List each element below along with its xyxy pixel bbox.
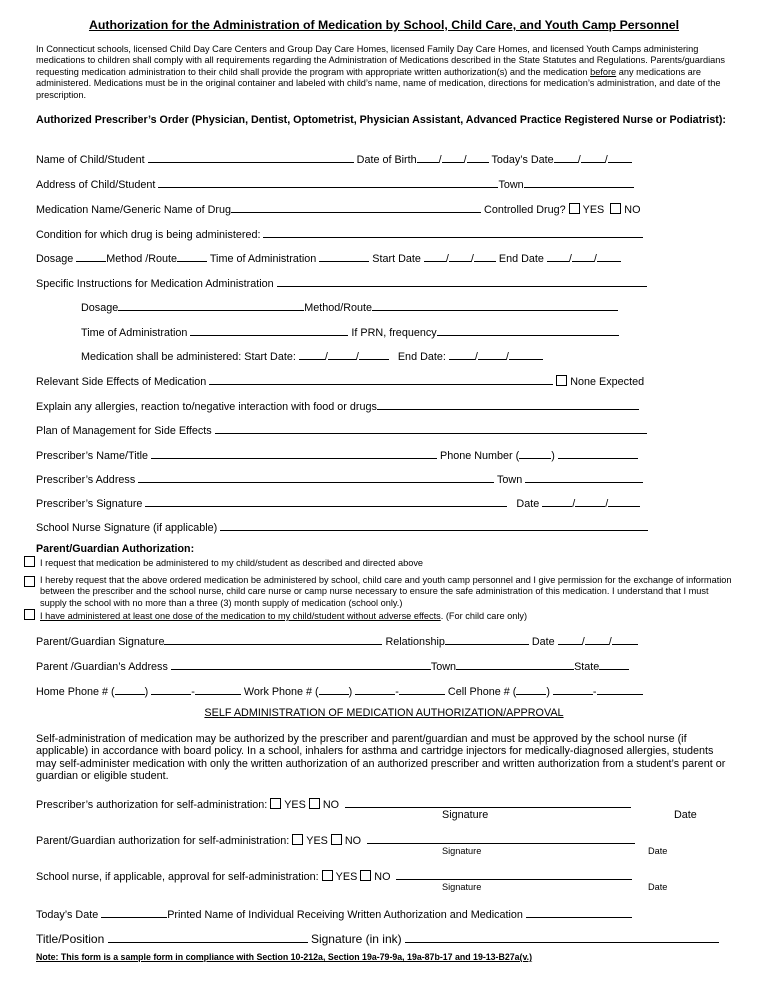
instr-dosage-field[interactable] [118, 299, 304, 311]
dosage-field[interactable] [76, 250, 106, 262]
prn-label: If PRN, frequency [351, 327, 437, 339]
dosage-row: Dosage Method /Route Time of Administration Start Date / / End Date / / [36, 250, 621, 265]
parent-self-signature-caption: Signature [442, 846, 482, 856]
parent-town-field[interactable] [456, 658, 574, 670]
prescriber-signature-row: Prescriber’s Signature Date / / [36, 495, 640, 510]
phone-number-field[interactable] [558, 447, 638, 459]
prescriber-date-day-field[interactable] [575, 495, 605, 507]
parent-self-yes-checkbox[interactable] [292, 834, 303, 845]
nurse-self-yes-label: YES [335, 871, 358, 883]
parent-town-label: Town [430, 661, 457, 673]
address-label: Address of Child/Student [36, 179, 156, 191]
nurse-self-no-label: NO [374, 871, 391, 883]
start-date-month-field[interactable] [424, 250, 446, 262]
parent-signature-label: Parent/Guardian Signature [36, 636, 165, 648]
admin-end-month-field[interactable] [449, 348, 475, 360]
child-name-row: Name of Child/Student Date of Birth / / Today’s Date / / [36, 151, 632, 166]
side-effects-field[interactable] [209, 373, 553, 385]
side-effects-row [36, 373, 644, 388]
parent-self-no-checkbox[interactable] [331, 834, 342, 845]
nurse-signature-label: School Nurse Signature (if applicable) [36, 522, 218, 534]
child-name-label: Name of Child/Student [36, 154, 145, 166]
start-date-year-field[interactable] [474, 250, 496, 262]
controlled-drug-label: Controlled Drug? [484, 204, 566, 216]
time-admin-field[interactable] [319, 250, 369, 262]
signature-ink-field[interactable] [405, 930, 719, 943]
medication-name-label: Medication Name/Generic Name of Drug [36, 204, 232, 216]
relationship-field[interactable] [445, 633, 529, 645]
specific-instructions-field[interactable] [277, 275, 647, 287]
compliance-note: Note: This form is a sample form in compliance with Section 10-212a, Section 19a-79-9a, 19a-87b-17 and 19-13-B27a(v.) [36, 952, 533, 962]
parent-item-3-checkbox[interactable] [24, 609, 35, 620]
title-position-field[interactable] [108, 930, 308, 943]
plan-mgmt-field[interactable] [215, 422, 647, 434]
home-phone-label: Home Phone # ( [36, 686, 115, 698]
work-phone-area-field[interactable] [319, 683, 349, 695]
instr-time-field[interactable] [190, 324, 348, 336]
prescriber-name-label: Prescriber’s Name/Title [36, 450, 148, 462]
relationship-label: Relationship [385, 636, 445, 648]
parent-date-year-field[interactable] [612, 633, 638, 645]
dob-month-field[interactable] [417, 151, 439, 163]
parent-item-3 [24, 609, 527, 621]
plan-mgmt-row [36, 422, 647, 437]
nurse-self-no-checkbox[interactable] [360, 870, 371, 881]
end-date-label: End Date [498, 253, 544, 265]
medication-row [36, 201, 640, 216]
self-admin-heading [0, 707, 768, 719]
work-phone-line-field[interactable] [399, 683, 445, 695]
printed-name-field[interactable] [526, 906, 632, 918]
nurse-self-auth-row [36, 868, 632, 883]
parent-date-month-field[interactable] [558, 633, 582, 645]
cell-phone-label: Cell Phone # ( [447, 686, 517, 698]
parent-address-label: Parent /Guardian’s Address [36, 661, 168, 673]
none-expected-checkbox[interactable] [556, 375, 567, 386]
nurse-signature-field[interactable] [220, 519, 648, 531]
controlled-no-label: NO [624, 204, 641, 216]
admin-end-year-field[interactable] [509, 348, 543, 360]
town-label: Town [498, 179, 524, 191]
admin-start-month-field[interactable] [299, 348, 325, 360]
nurse-self-date-caption: Date [648, 882, 668, 892]
admin-start-year-field[interactable] [359, 348, 389, 360]
home-phone-line-field[interactable] [195, 683, 241, 695]
medication-name-field[interactable] [231, 201, 481, 213]
controlled-no-checkbox[interactable] [610, 203, 621, 214]
home-phone-prefix-field[interactable] [151, 683, 191, 695]
bottom-todays-date-field[interactable] [101, 906, 167, 918]
instr-method-route-label: Method/Route [304, 302, 373, 314]
prescriber-name-row: Prescriber’s Name/Title Phone Number ( ) [36, 447, 638, 462]
prescriber-self-yes-label: YES [284, 799, 306, 811]
allergies-field[interactable] [377, 398, 639, 410]
prescriber-self-signature-field[interactable] [345, 796, 631, 808]
form-title: Authorization for the Administration of Medication by School, Child Care, and Youth Camp Personnel [88, 18, 680, 32]
prescriber-order-header: Authorized Prescriber’s Order (Physician, Dentist, Optometrist, Physician Assistant, Advanced Practice Registered Nurse or Podiatrist): [36, 114, 726, 126]
nurse-self-signature-caption: Signature [442, 882, 482, 892]
condition-row [36, 226, 643, 241]
controlled-yes-checkbox[interactable] [569, 203, 580, 214]
signature-ink-label: Signature (in ink) [310, 932, 402, 946]
parent-item-2-checkbox[interactable] [24, 576, 35, 587]
parent-item-3-suffix: . (For child care only) [440, 611, 528, 621]
address-field[interactable] [158, 176, 498, 188]
allergies-row [36, 398, 639, 413]
cell-phone-prefix-field[interactable] [553, 683, 593, 695]
cell-phone-area-field[interactable] [516, 683, 546, 695]
prescriber-name-field[interactable] [151, 447, 437, 459]
phone-area-field[interactable] [519, 447, 551, 459]
parent-self-signature-field[interactable] [367, 832, 635, 844]
parent-self-no-label: NO [344, 835, 362, 847]
time-admin-label: Time of Administration [209, 253, 317, 265]
title-position-label: Title/Position [36, 932, 105, 946]
condition-field[interactable] [263, 226, 643, 238]
method-route-field[interactable] [177, 250, 207, 262]
bottom-todays-date-label: Today’s Date [36, 909, 99, 921]
parent-item-1-label: I request that medication be administered to my child/student as described and directed above [40, 558, 424, 568]
phone-number-label: Phone Number ( [440, 450, 520, 462]
side-effects-label: Relevant Side Effects of Medication [36, 376, 207, 388]
town-field[interactable] [524, 176, 634, 188]
allergies-label: Explain any allergies, reaction to/negative interaction with food or drugs [36, 401, 377, 413]
specific-instructions-row [36, 275, 647, 290]
end-date-month-field[interactable] [547, 250, 569, 262]
plan-mgmt-label: Plan of Management for Side Effects [36, 425, 212, 437]
admin-end-day-field[interactable] [478, 348, 506, 360]
parent-date-day-field[interactable] [585, 633, 609, 645]
title-signature-row [36, 930, 719, 946]
nurse-self-yes-checkbox[interactable] [322, 870, 333, 881]
prescriber-date-year-field[interactable] [608, 495, 640, 507]
instr-dosage-row [81, 299, 618, 314]
parent-state-label: State [574, 661, 600, 673]
prescriber-signature-label: Prescriber’s Signature [36, 498, 143, 510]
dosage-label: Dosage [36, 253, 74, 265]
parent-self-auth-row [36, 832, 635, 847]
dob-label: Date of Birth [356, 154, 417, 166]
parent-address-row [36, 658, 629, 673]
none-expected-label: None Expected [570, 376, 645, 388]
parent-item-1-checkbox[interactable] [24, 556, 35, 567]
prescriber-signature-field[interactable] [145, 495, 507, 507]
todays-date-day-field[interactable] [581, 151, 605, 163]
cell-phone-line-field[interactable] [597, 683, 643, 695]
phones-row: Home Phone # ( ) - Work Phone # ( ) - Cell Phone # ( ) - [36, 683, 643, 698]
admin-start-day-field[interactable] [328, 348, 356, 360]
parent-item-2-label: I hereby request that the above ordered medication be administered by school, child care and youth camp personnel and I give permission for the exchange of information between the prescriber and the school nurse, child care nurse or camp nurse necessary to ensure the safe administration of this medication. I understand that I must supply the school with no more than a three (3) month supply of medication (school only.) [40, 575, 732, 608]
work-phone-prefix-field[interactable] [355, 683, 395, 695]
prescriber-self-signature-caption: Signature [442, 809, 489, 821]
prescriber-address-label: Prescriber’s Address [36, 474, 136, 486]
instr-method-route-field[interactable] [372, 299, 618, 311]
prescriber-date-label: Date [516, 498, 540, 510]
prescriber-self-yes-checkbox[interactable] [270, 798, 281, 809]
method-route-label: Method /Route [106, 253, 178, 265]
start-date-label: Start Date [372, 253, 421, 265]
condition-label: Condition for which drug is being administered: [36, 229, 261, 241]
parent-self-date-caption: Date [648, 846, 668, 856]
child-name-field[interactable] [148, 151, 354, 163]
self-admin-heading-text: SELF ADMINISTRATION OF MEDICATION AUTHORIZATION/APPROVAL [204, 707, 564, 719]
work-phone-label: Work Phone # ( [243, 686, 319, 698]
intro-paragraph: In Connecticut schools, licensed Child Day Care Centers and Group Day Care Homes, licensed Family Day Care Homes, and licensed Youth Camps administering medications to children shall comply with all requirements regarding the Administration of Medications described in the State Statutes and Regulations. Parents/guardians requesting medication administration to their child shall provide the program with appropriate written authorization(s) and the medication before any medications are administered. Medications must be in the original container and labeled with child’s name, name of medication, directions for medication’s administration, and date of the prescription. [36, 44, 725, 100]
parent-address-field[interactable] [171, 658, 431, 670]
instr-time-label: Time of Administration [81, 327, 188, 339]
receiving-row [36, 906, 632, 921]
prescriber-address-field[interactable] [138, 471, 494, 483]
start-date-day-field[interactable] [449, 250, 471, 262]
parent-item-2 [24, 575, 734, 609]
dob-year-field[interactable] [467, 151, 489, 163]
todays-date-label: Today’s Date [491, 154, 554, 166]
parent-self-yes-label: YES [306, 835, 328, 847]
prescriber-self-no-checkbox[interactable] [309, 798, 320, 809]
end-date-year-field[interactable] [597, 250, 621, 262]
parent-item-1 [24, 556, 423, 568]
controlled-yes-label: YES [582, 204, 605, 216]
printed-name-label: Printed Name of Individual Receiving Written Authorization and Medication [167, 909, 523, 921]
address-row [36, 176, 634, 191]
parent-signature-field[interactable] [164, 633, 382, 645]
end-date-day-field[interactable] [572, 250, 594, 262]
prescriber-date-month-field[interactable] [542, 495, 572, 507]
nurse-self-auth-label: School nurse, if applicable, approval for self-administration: [36, 871, 319, 883]
prescriber-self-no-label: NO [322, 799, 340, 811]
self-admin-paragraph: Self-administration of medication may be authorized by the prescriber and parent/guardian and must be approved by the school nurse (if applicable) in accordance with board policy. In a school, inhalers for asthma and cartridge injectors for medically-diagnosed allergies, students may self-administer medication with only the written authorization of an authorized prescriber and written authorization from a student’s parent or guardian or eligible student. [36, 733, 726, 783]
prn-field[interactable] [437, 324, 619, 336]
parent-signature-row: Parent/Guardian Signature Relationship Date / / [36, 633, 638, 648]
instr-dosage-label: Dosage [81, 302, 119, 314]
parent-item-3-label: I have administered at least one dose of the medication to my child/student without adverse effects [40, 611, 441, 621]
prescriber-town-field[interactable] [525, 471, 643, 483]
instr-time-row [81, 324, 619, 339]
parent-date-label: Date [531, 636, 555, 648]
specific-instructions-label: Specific Instructions for Medication Administration [36, 278, 274, 290]
admin-dates-row: Medication shall be administered: Start Date: / / End Date: / / [81, 348, 543, 363]
parent-state-field[interactable] [599, 658, 629, 670]
parent-auth-header: Parent/Guardian Authorization: [36, 543, 195, 555]
parent-self-auth-label: Parent/Guardian authorization for self-administration: [36, 835, 290, 847]
prescriber-self-auth-label: Prescriber’s authorization for self-administration: [36, 799, 268, 811]
dob-day-field[interactable] [442, 151, 464, 163]
prescriber-self-auth-row [36, 796, 631, 811]
admin-end-date-label: End Date: [397, 351, 446, 363]
home-phone-area-field[interactable] [115, 683, 145, 695]
todays-date-month-field[interactable] [554, 151, 578, 163]
prescriber-town-label: Town [497, 474, 523, 486]
nurse-self-signature-field[interactable] [396, 868, 632, 880]
prescriber-self-date-caption: Date [674, 809, 697, 821]
nurse-signature-row [36, 519, 648, 534]
admin-dates-label: Medication shall be administered: Start Date: [81, 351, 296, 363]
prescriber-address-row [36, 471, 643, 486]
todays-date-year-field[interactable] [608, 151, 632, 163]
